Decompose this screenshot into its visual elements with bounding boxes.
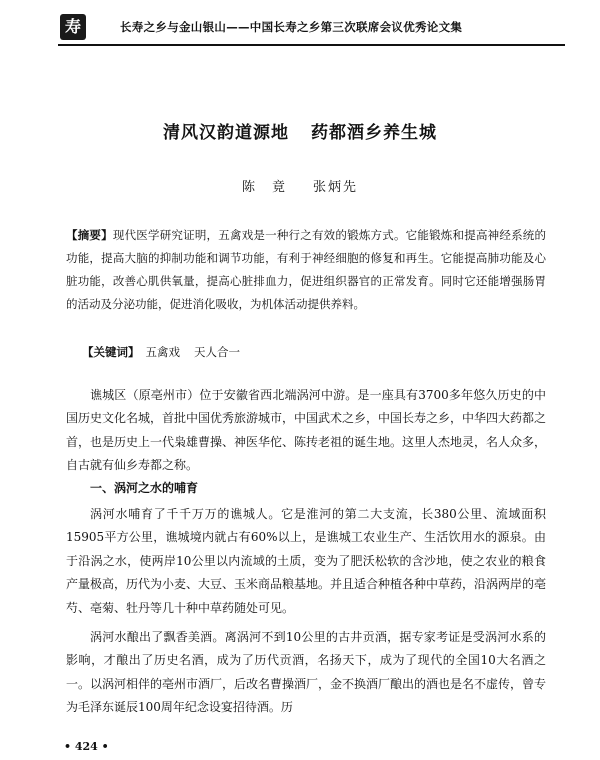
- running-header: [60, 14, 565, 42]
- running-title: 长寿之乡与金山银山——中国长寿之乡第三次联席会议优秀论文集: [120, 20, 463, 34]
- paragraph-text: 涡河水哺育了千千万万的谯城人。它是淮河的第二大支流，长380公里、流域面积15905平方公里，谯城境内就占有60%以上，是谯城工农业生产、生活饮用水的源泉。由于沿涡之水，使两岸10公里以内流域的土质，变为了肥沃松软的含沙地，使之农业的粮食产量极高，历代为小麦、大豆、玉米商品粮基地。并且适合种植各种中草药，沿涡两岸的亳芍、亳菊、牡丹等几十种中草药随处可见。: [66, 507, 547, 615]
- page-number: • 424 •: [64, 740, 109, 753]
- abstract-text: 现代医学研究证明，五禽戏是一种行之有效的锻炼方式。它能锻炼和提高神经系统的功能，提高大脑的抑制功能和调节功能，有利于神经细胞的修复和再生。它能提高肺功能及心脏功能，改善心肌供氧量，提高心脏排血力，促进组织器官的正常发育。同时它还能增强肠胃的活动及分泌功能，促进消化吸收，为机体活动提供养料。: [66, 228, 547, 311]
- header-rule: [58, 44, 565, 46]
- author-1: 陈 竟: [241, 180, 287, 195]
- body-paragraph-1: [66, 384, 546, 478]
- keywords: [82, 344, 240, 360]
- title-part-2: 药都酒乡养生城: [311, 123, 437, 143]
- title-part-1: 清风汉韵道源地: [163, 123, 289, 143]
- body-paragraph-3: [66, 626, 546, 720]
- keyword-2: 天人合一: [194, 345, 240, 359]
- author-line: [0, 176, 600, 195]
- article-title: [0, 118, 600, 143]
- book-logo: 寿: [60, 14, 86, 40]
- section-heading-1: 一、涡河之水的哺育: [90, 481, 199, 495]
- abstract: [66, 224, 546, 316]
- keywords-label: 【关键词】: [82, 345, 140, 359]
- paragraph-text: 谯城区（原亳州市）位于安徽省西北端涡河中游。是一座具有3700多年悠久历史的中国历史文化名城，首批中国优秀旅游城市，中国武术之乡，中国长寿之乡，中华四大药都之首，也是历史上一代枭雄曹操、神医华佗、陈抟老祖的诞生地。这里人杰地灵，名人众多，自古就有仙乡寿都之称。: [66, 388, 547, 473]
- body-paragraph-2: [66, 503, 546, 620]
- author-2: 张炳先: [313, 180, 359, 195]
- abstract-label: 【摘要】: [66, 228, 113, 242]
- keyword-1: 五禽戏: [145, 345, 180, 359]
- paragraph-text: 涡河水酿出了飘香美酒。离涡河不到10公里的古井贡酒，据专家考证是受涡河水系的影响，才酿出了历史名酒，成为了历代贡酒，名扬天下，成为了现代的全国10大名酒之一。以涡河相伴的亳州市酒厂，后改名曹操酒厂，金不换酒厂酿出的酒也是名不虚传，曾专为毛泽东诞辰100周年纪念设宴招待酒。历: [66, 630, 547, 715]
